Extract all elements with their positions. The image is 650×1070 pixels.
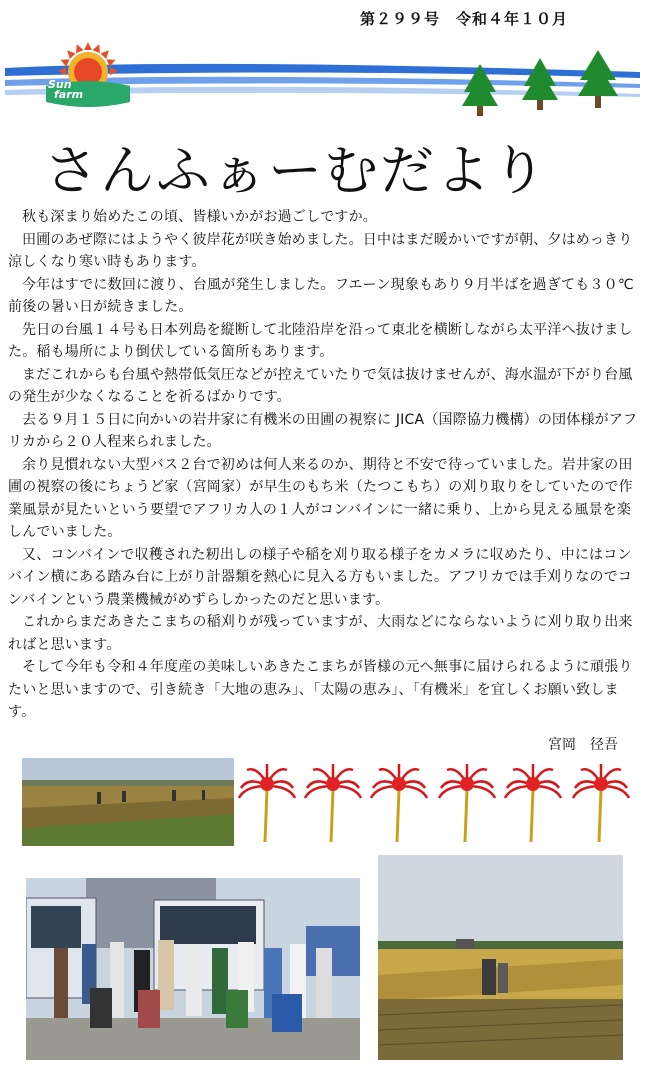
- paragraph: これからまだあきたこまちの稲刈りが残っていますが、大雨などにならないように刈り取り出来ればと思います。: [8, 614, 633, 653]
- paragraph: 田圃のあぜ際にはようやく彼岸花が咲き始めました。日中はまだ暖かいですが朝、夕はめっきり涼しくなり寒い時もあります。: [8, 231, 633, 270]
- paragraph: 先日の台風１４号も日本列島を縦断して北陸沿岸を沿って東北を横断しながら太平洋へ抜けました。稲も場所により倒伏している箇所もあります。: [8, 321, 633, 360]
- red-spider-lily-icons: [235, 760, 635, 852]
- issue-number: 第２９９号 令和４年１０月: [360, 10, 569, 28]
- article-body: [8, 206, 640, 724]
- paragraph: 秋も深まり始めたこの頃、皆様いかがお過ごしですか。: [22, 209, 377, 225]
- paragraph: 去る９月１５日に向かいの岩井家に有機米の田圃の視察に JICA（国際協力機構）の団体様がアフリカから２０人程来られました。: [8, 411, 638, 450]
- newsletter-title: さんふぁーむだより: [44, 139, 548, 202]
- paragraph: まだこれからも台風や熱帯低気圧などが控えていたりで気は抜けませんが、海水温が下がり台風の発生が少なくなることを祈るばかりです。: [8, 366, 633, 405]
- paragraph: 又、コンバインで収穫された籾出しの様子や稲を刈り取る様子をカメラに収めたり、中にはコンバイン横にある踏み台に上がり計器類を熱心に見入る方もいました。アフリカでは手刈りなのでコンバインという農業機械がめずらしかったのだと思います。: [8, 546, 633, 608]
- paragraph: そして今年も令和４年度産の美味しいあきたこまちが皆様の元へ無事に届けられるように頑張りたいと思いますので、引き続き「大地の恵み」、「太陽の恵み」、「有機米」を宜しくお願い致します。: [8, 659, 633, 720]
- pine-trees-icon: [458, 42, 628, 122]
- group-photo-with-buses: [26, 878, 360, 1060]
- logo-text: Sun farm: [48, 78, 84, 101]
- paragraph: 今年はすでに数回に渡り、台風が発生しました。フエーン現象もあり９月半ばを過ぎても３０℃前後の暑い日が続きました。: [8, 276, 634, 315]
- author-signature: 宮岡 径吾: [548, 737, 618, 753]
- combine-harvester-field-photo: [378, 855, 623, 1060]
- paragraph: 余り見慣れない大型バス２台で初めは何人来るのか、期待と不安で待っていました。岩井家の田圃の視察の後にちょうど家（宮岡家）が早生のもち米（たつこもち）の刈り取りをしていたので作業風景が見たいという要望でアフリカ人の１人がコンバインに一緒に乗り、上から見える風景を楽しんでいました。: [8, 456, 633, 540]
- rice-field-harvest-photo: [22, 758, 234, 846]
